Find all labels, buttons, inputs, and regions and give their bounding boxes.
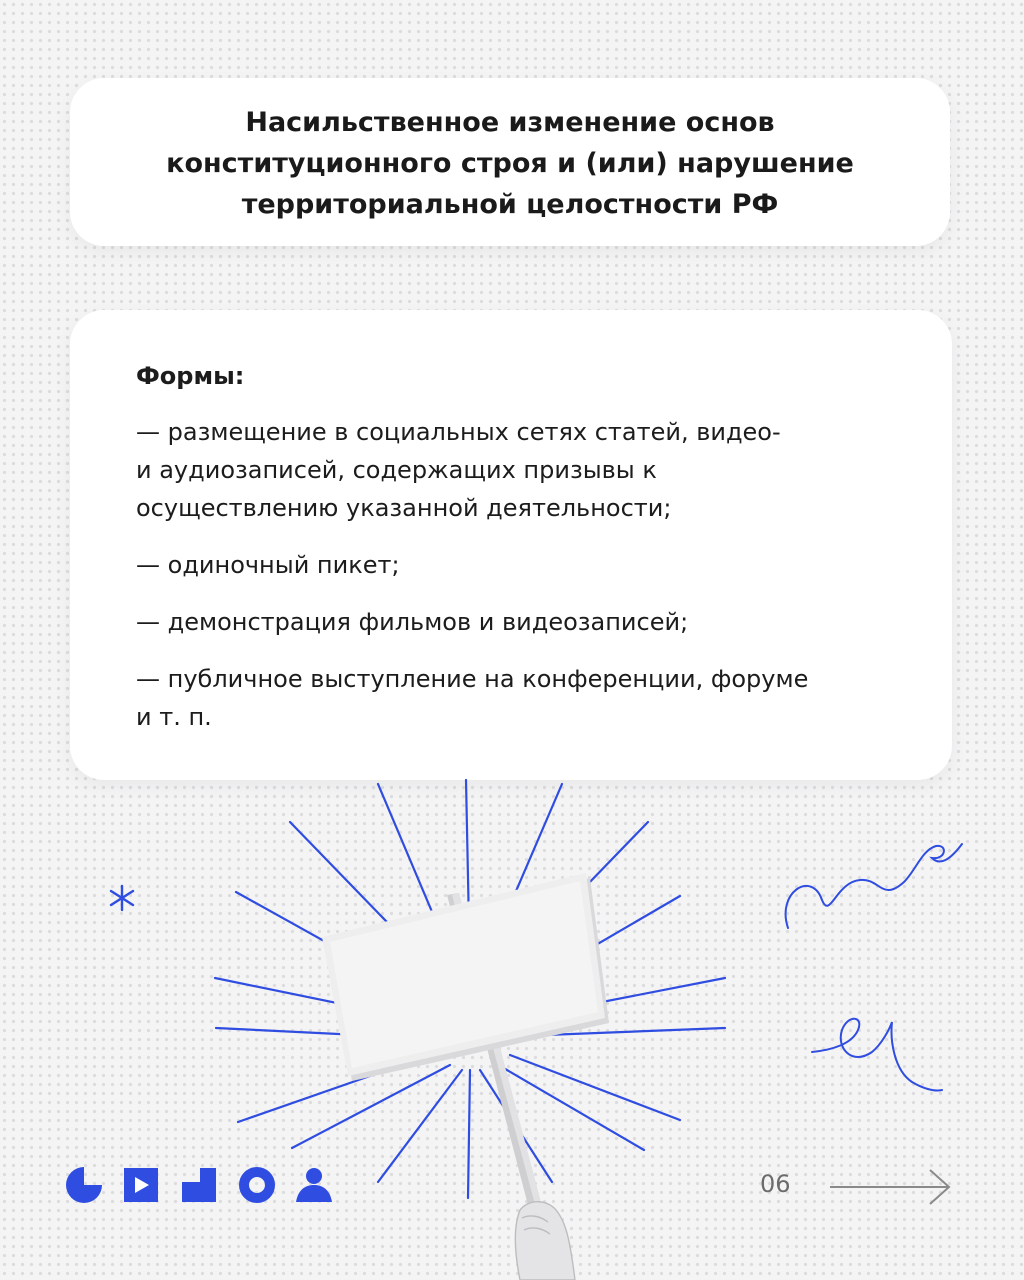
forms-card	[70, 310, 952, 780]
blank-sign	[322, 873, 609, 1081]
list-item-line: — публичное выступление на конференции, форуме	[136, 665, 809, 693]
list-item-line: — демонстрация фильмов и видеозаписей;	[136, 608, 689, 636]
stairs-icon	[182, 1168, 216, 1202]
list-item-line: — одиночный пикет;	[136, 551, 400, 579]
title-line-1: Насильственное изменение основ	[245, 107, 775, 138]
play-square-icon	[124, 1168, 158, 1202]
list-item-line: и т. п.	[136, 703, 212, 731]
pacman-circle-icon	[66, 1167, 102, 1203]
asterisk-doodle	[111, 886, 133, 910]
title-line-2: конституционного строя и (или) нарушение	[166, 148, 854, 179]
list-item-line: осуществлению указанной деятельности;	[136, 494, 672, 522]
forms-heading: Формы:	[136, 362, 245, 390]
list-item	[136, 413, 916, 527]
page-number: 06	[760, 1170, 791, 1198]
title-line-3: территориальной целостности РФ	[241, 189, 779, 220]
brand-logo	[66, 1167, 336, 1203]
list-item	[136, 603, 916, 641]
list-item	[136, 546, 916, 584]
hand	[515, 1202, 575, 1280]
page-title	[70, 102, 950, 225]
title-card	[70, 78, 950, 246]
next-arrow-icon[interactable]	[826, 1167, 954, 1207]
loop-doodle	[812, 1019, 942, 1091]
list-item-line: — размещение в социальных сетях статей, видео-	[136, 418, 781, 446]
person-icon	[296, 1168, 332, 1202]
squiggle-doodle	[786, 844, 962, 928]
ring-icon	[244, 1172, 270, 1198]
list-item-line: и аудиозаписей, содержащих призывы к	[136, 456, 657, 484]
forms-list	[136, 413, 916, 755]
list-item	[136, 660, 916, 736]
